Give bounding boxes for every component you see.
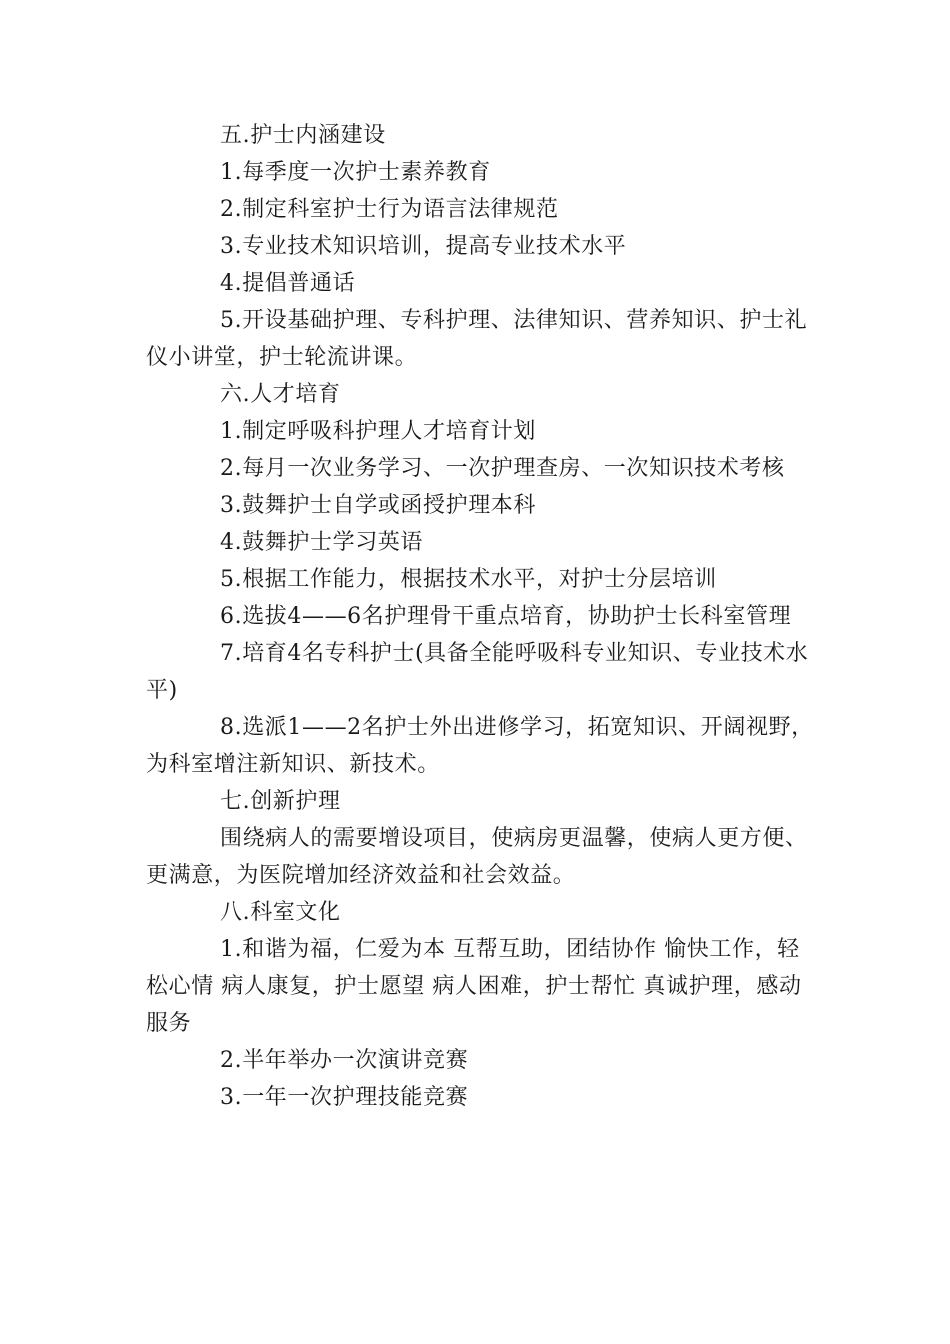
list-item: 1.制定呼吸科护理人才培育计划	[220, 419, 536, 444]
list-item: 7.培育4名专科护士(具备全能呼吸科专业知识、专业技术水平)	[146, 641, 809, 703]
list-item: 2.制定科室护士行为语言法律规范	[220, 197, 559, 222]
document-body	[146, 117, 816, 1116]
list-item: 5.根据工作能力，根据技术水平，对护士分层培训	[220, 567, 717, 592]
list-item: 8.选派1——2名护士外出进修学习，拓宽知识、开阔视野，为科室增注新知识、新技术。	[146, 715, 814, 777]
list-item: 1.每季度一次护士素养教育	[220, 160, 491, 185]
list-item: 6.选拔4——6名护理骨干重点培育，协助护士长科室管理	[220, 604, 792, 629]
section-heading-7: 七.创新护理	[220, 789, 341, 814]
section-heading-5: 五.护士内涵建设	[220, 123, 386, 148]
list-item: 2.半年举办一次演讲竞赛	[220, 1048, 469, 1073]
list-item: 1.和谐为福，仁爱为本 互帮互助，团结协作 愉快工作，轻松心情 病人康复，护士愿望 病人困难，护士帮忙 真诚护理，感动服务	[146, 937, 802, 1036]
list-item: 4.鼓舞护士学习英语	[220, 530, 423, 555]
section-heading-6: 六.人才培育	[220, 382, 341, 407]
list-item: 5.开设基础护理、专科护理、法律知识、营养知识、护士礼仪小讲堂，护士轮流讲课。	[146, 308, 808, 370]
list-item: 3.鼓舞护士自学或函授护理本科	[220, 493, 536, 518]
body-paragraph: 围绕病人的需要增设项目，使病房更温馨，使病人更方便、更满意，为医院增加经济效益和社会效益。	[146, 826, 808, 888]
list-item: 4.提倡普通话	[220, 271, 356, 296]
list-item: 3.一年一次护理技能竞赛	[220, 1085, 469, 1110]
list-item: 3.专业技术知识培训，提高专业技术水平	[220, 234, 627, 259]
list-item: 2.每月一次业务学习、一次护理查房、一次知识技术考核	[220, 456, 785, 481]
section-heading-8: 八.科室文化	[220, 900, 341, 925]
